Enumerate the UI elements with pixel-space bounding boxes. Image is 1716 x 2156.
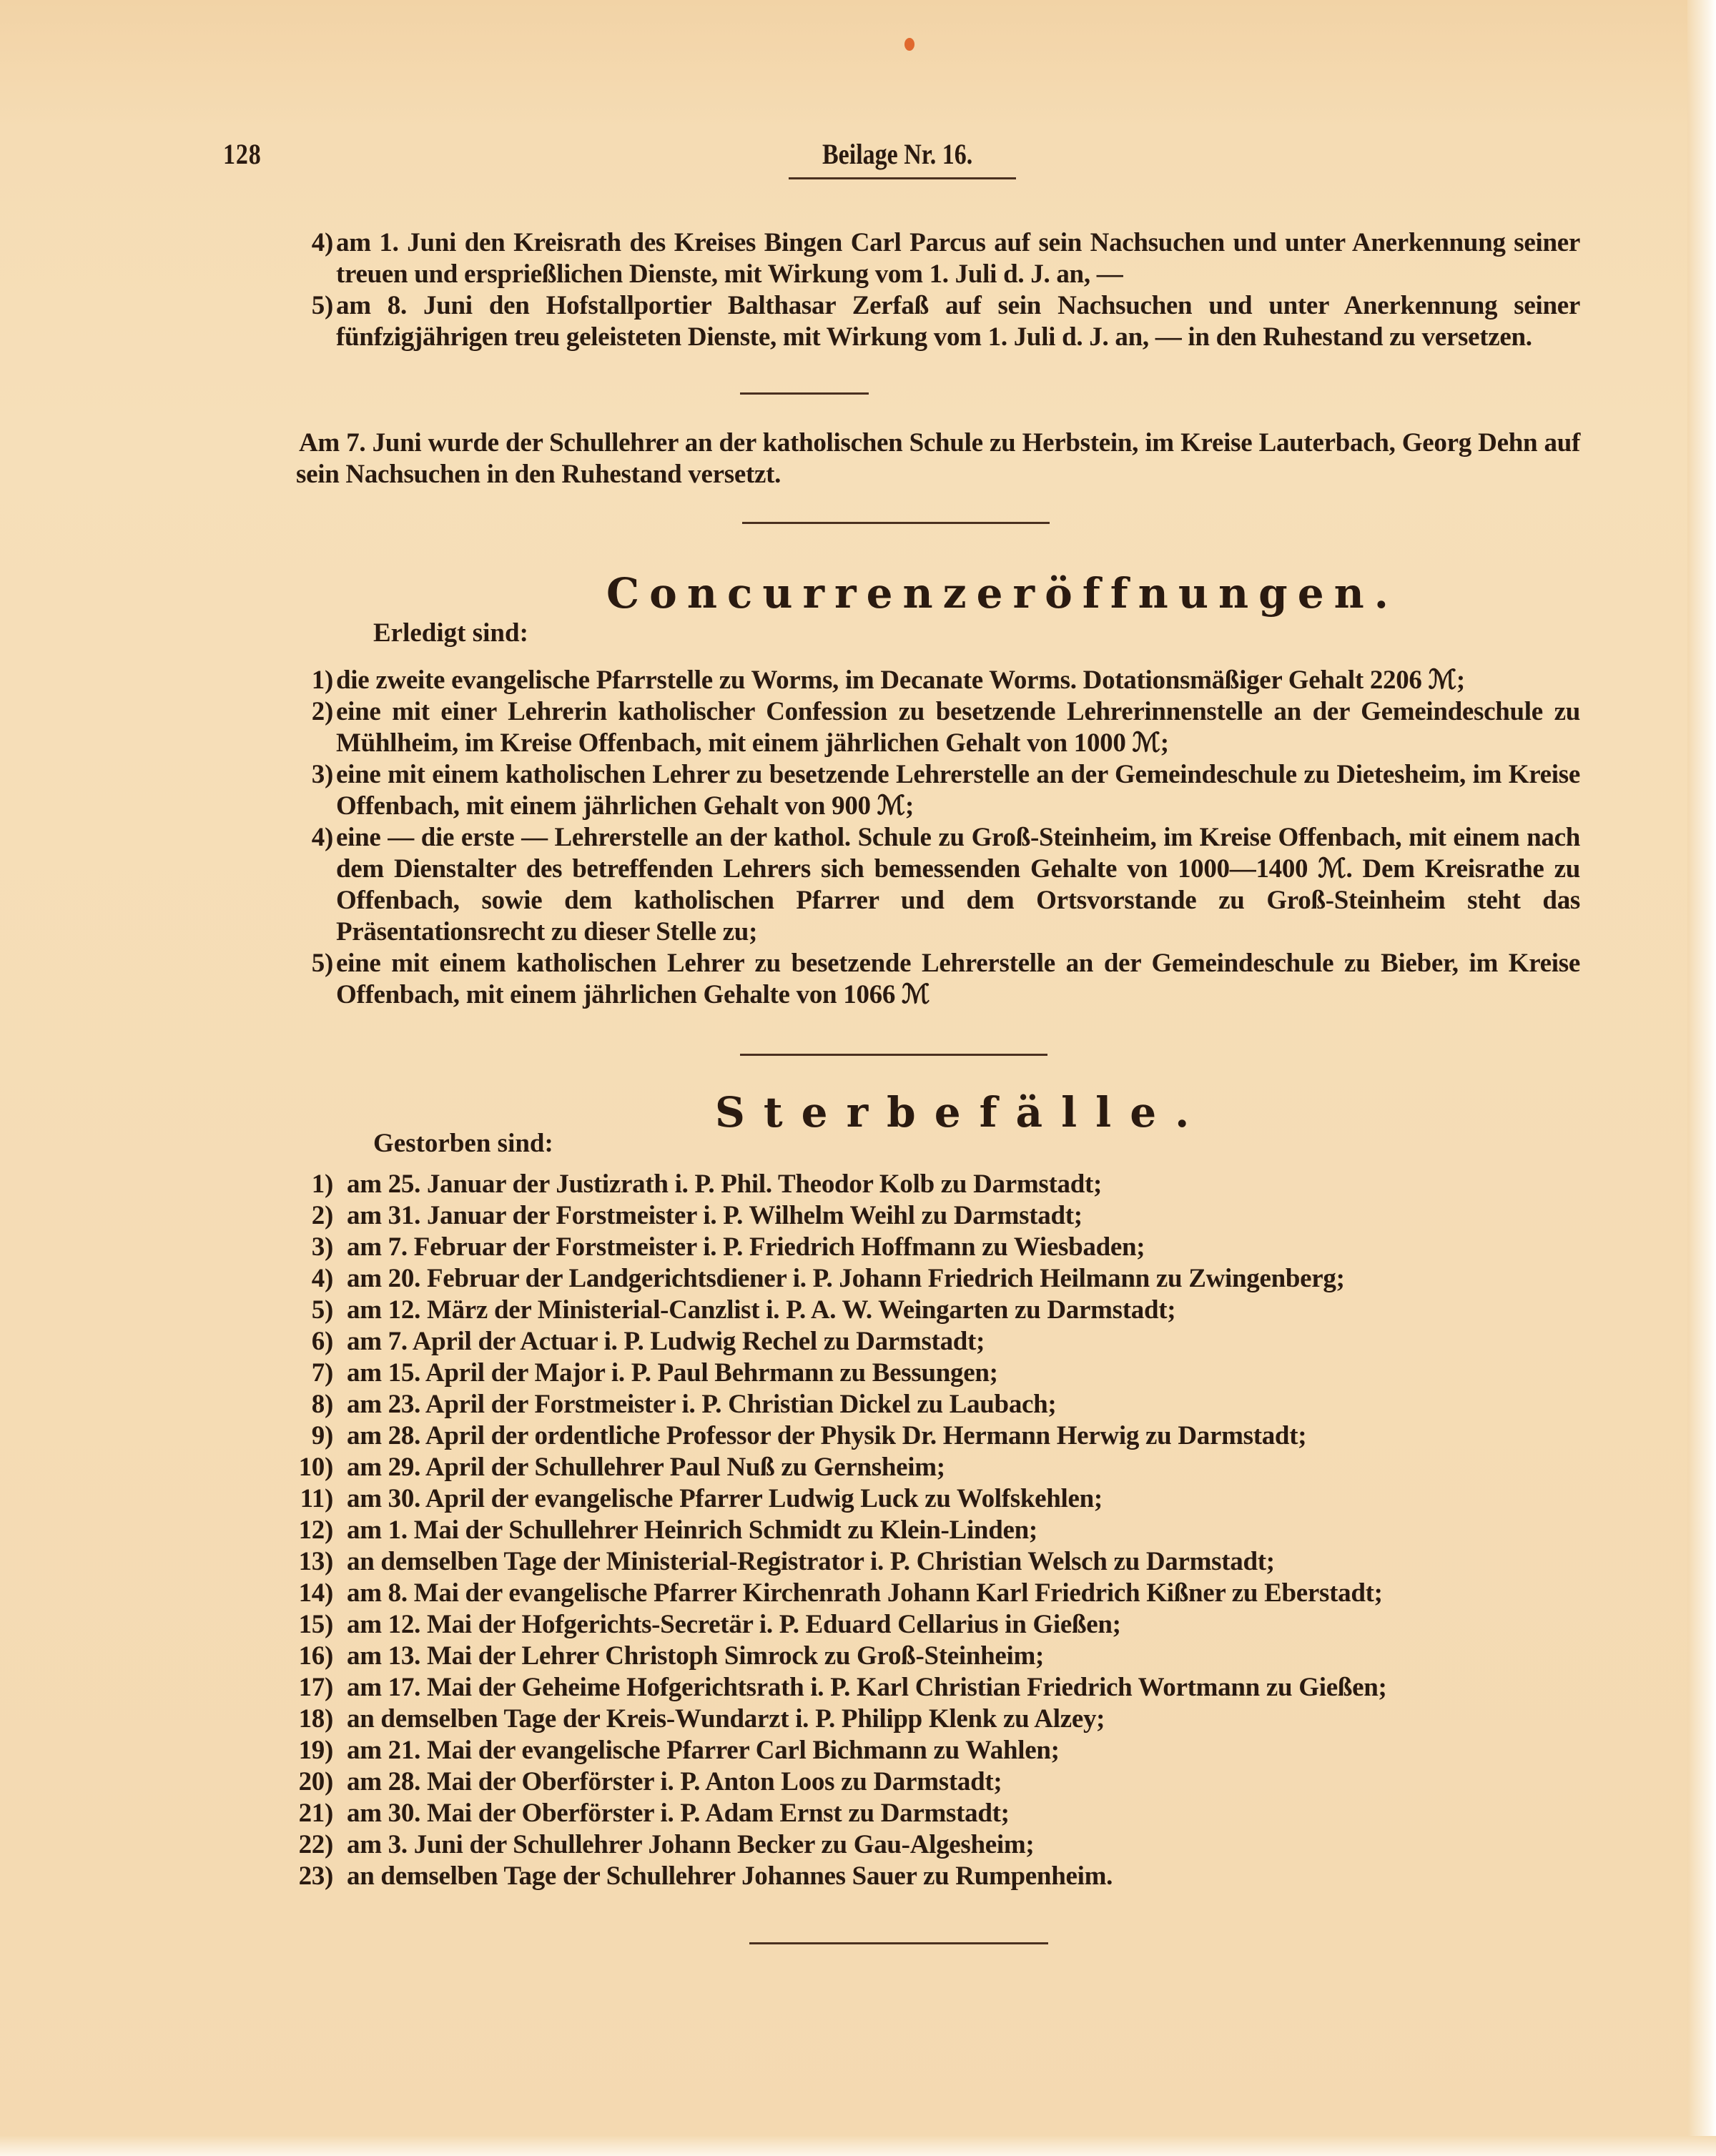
list-item: 15) am 12. Mai der Hofgerichts-Secretär i. P. Eduard Cellarius in Gießen; xyxy=(298,1610,1121,1639)
section-intro: Gestorben sind: xyxy=(373,1129,553,1158)
page-edge-right xyxy=(1687,0,1716,2156)
list-item: 17) am 17. Mai der Geheime Hofgerichtsrath i. P. Karl Christian Friedrich Wortmann zu Gießen; xyxy=(298,1673,1387,1702)
list-item: 4) am 1. Juni den Kreisrath des Kreises Bingen Carl Parcus auf sein Nachsuchen und unter Anerkennung seiner treuen und ersprießlichen Dienste, mit Wirkung vom 1. Juli d. J. an, — xyxy=(311,228,1580,289)
list-item: 23) an demselben Tage der Schullehrer Johannes Sauer zu Rumpenheim. xyxy=(298,1861,1113,1891)
header-rule xyxy=(789,177,1016,179)
list-item: 12) am 1. Mai der Schullehrer Heinrich Schmidt zu Klein-Linden; xyxy=(298,1515,1037,1545)
vacancies-list xyxy=(293,665,1580,1011)
section-title-deaths: Sterbefälle. xyxy=(715,1088,1208,1137)
list-item: 3) am 7. Februar der Forstmeister i. P. Friedrich Hoffmann zu Wiesbaden; xyxy=(311,1232,1145,1262)
list-item: 4) eine — die erste — Lehrerstelle an der kathol. Schule zu Groß-Steinheim, im Kreise Offenbach, mit einem nach dem Dienstalter des betreffenden Lehrers sich bemessenden Gehalte von 1000—1400 ℳ. Dem Kreisrathe zu Offenbach, sowie dem katholischen Pfarrer und dem Ortsvorstande zu Groß-Steinheim steht das Präsentationsrecht zu dieser Stelle zu; xyxy=(311,823,1580,946)
list-item: 20) am 28. Mai der Oberförster i. P. Anton Loos zu Darmstadt; xyxy=(298,1767,1002,1796)
retirements-list xyxy=(293,227,1580,353)
list-item: 4) am 20. Februar der Landgerichtsdiener i. P. Johann Friedrich Heilmann zu Zwingenberg; xyxy=(311,1264,1345,1293)
list-item: 1) die zweite evangelische Pfarrstelle zu Worms, im Decanate Worms. Dotationsmäßiger Gehalt 2206 ℳ; xyxy=(311,666,1465,695)
section-divider xyxy=(742,522,1050,524)
list-item: 18) an demselben Tage der Kreis-Wundarzt i. P. Philipp Klenk zu Alzey; xyxy=(298,1704,1105,1734)
section-divider xyxy=(740,392,869,395)
list-item: 10) am 29. April der Schullehrer Paul Nuß zu Gernsheim; xyxy=(298,1453,945,1482)
section-divider xyxy=(740,1054,1047,1056)
list-item: 21) am 30. Mai der Oberförster i. P. Adam Ernst zu Darmstadt; xyxy=(298,1799,1010,1828)
list-item: 5) am 8. Juni den Hofstallportier Balthasar Zerfaß auf sein Nachsuchen und unter Anerkennung seiner fünfzigjährigen treu geleisteten Dienste, mit Wirkung vom 1. Juli d. J. an, — in den Ruhestand zu versetzen. xyxy=(311,291,1580,352)
list-item: 2) am 31. Januar der Forstmeister i. P. Wilhelm Weihl zu Darmstadt; xyxy=(311,1201,1083,1230)
list-item: 3) eine mit einem katholischen Lehrer zu besetzende Lehrerstelle an der Gemeindeschule zu Dietesheim, im Kreise Offenbach, mit einem jährlichen Gehalt von 900 ℳ; xyxy=(311,760,1580,821)
list-item: 16) am 13. Mai der Lehrer Christoph Simrock zu Groß-Steinheim; xyxy=(298,1641,1045,1671)
list-item: 19) am 21. Mai der evangelische Pfarrer Carl Bichmann zu Wahlen; xyxy=(298,1736,1060,1765)
list-item: 7) am 15. April der Major i. P. Paul Behrmann zu Bessungen; xyxy=(311,1358,998,1388)
list-item: 14) am 8. Mai der evangelische Pfarrer Kirchenrath Johann Karl Friedrich Kißner zu Eberstadt; xyxy=(298,1578,1383,1608)
section-intro: Erledigt sind: xyxy=(373,618,528,648)
list-item: 5) eine mit einem katholischen Lehrer zu besetzende Lehrerstelle an der Gemeindeschule zu Bieber, im Kreise Offenbach, mit einem jährlichen Gehalte von 1066 ℳ xyxy=(311,949,1580,1009)
list-item: 1) am 25. Januar der Justizrath i. P. Phil. Theodor Kolb zu Darmstadt; xyxy=(311,1170,1103,1199)
page-number: 128 xyxy=(223,138,262,170)
ink-stain xyxy=(904,38,914,51)
running-head: Beilage Nr. 16. xyxy=(822,138,973,170)
section-title-concurrenz: Concurrenzeröffnungen. xyxy=(606,569,1399,618)
list-item: 9) am 28. April der ordentliche Professor der Physik Dr. Hermann Herwig zu Darmstadt; xyxy=(311,1421,1307,1450)
list-item: 8) am 23. April der Forstmeister i. P. Christian Dickel zu Laubach; xyxy=(311,1390,1057,1419)
list-item: 22) am 3. Juni der Schullehrer Johann Becker zu Gau-Algesheim; xyxy=(298,1830,1035,1859)
list-item: 11) am 30. April der evangelische Pfarrer Ludwig Luck zu Wolfskehlen; xyxy=(300,1484,1103,1513)
list-item: 6) am 7. April der Actuar i. P. Ludwig Rechel zu Darmstadt; xyxy=(311,1327,985,1356)
deaths-list xyxy=(293,1169,1580,1892)
list-item: 5) am 12. März der Ministerial-Canzlist i. P. A. W. Weingarten zu Darmstadt; xyxy=(311,1295,1176,1325)
list-item: 13) an demselben Tage der Ministerial-Registrator i. P. Christian Welsch zu Darmstadt; xyxy=(298,1547,1275,1576)
page-edge-bottom xyxy=(0,2136,1716,2156)
section-divider xyxy=(749,1942,1048,1944)
list-item: 2) eine mit einer Lehrerin katholischer Confession zu besetzende Lehrerinnenstelle an der Gemeindeschule zu Mühlheim, im Kreise Offenbach, mit einem jährlichen Gehalt von 1000 ℳ; xyxy=(311,697,1580,758)
retirement-note: Am 7. Juni wurde der Schullehrer an der katholischen Schule zu Herbstein, im Kreise Lauterbach, Georg Dehn auf sein Nachsuchen in den Ruhestand versetzt. xyxy=(296,428,1580,489)
